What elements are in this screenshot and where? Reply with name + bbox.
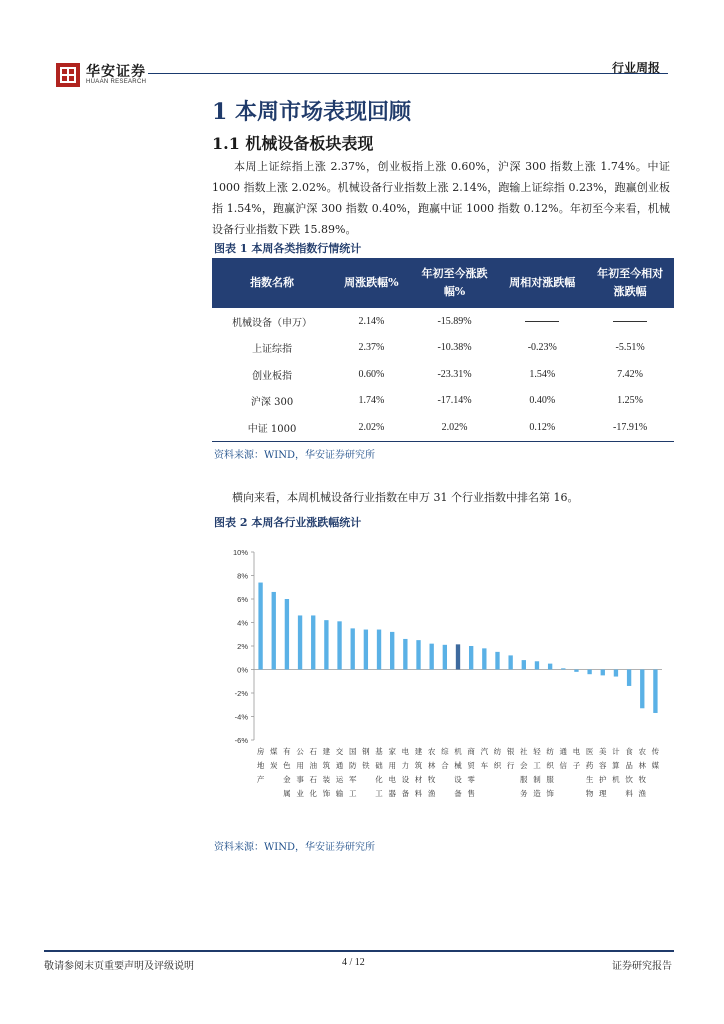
index-performance-table	[212, 258, 674, 442]
category-label: 电力设备	[401, 747, 410, 798]
y-tick-label: -6%	[234, 736, 248, 745]
table-cell: 机械设备（申万）	[232, 317, 313, 329]
bar	[377, 630, 381, 670]
category-label: 钢铁	[362, 747, 370, 770]
category-label: 基础化工	[375, 747, 383, 798]
footer-divider	[44, 950, 674, 952]
category-label: 房地产	[256, 747, 265, 784]
table-cell: 2.14%	[358, 315, 385, 327]
category-label: 轻工制造	[533, 747, 541, 798]
section-heading: 1 本周市场表现回顾	[212, 99, 411, 125]
y-tick-label: -4%	[234, 712, 248, 722]
category-label: 汽车	[480, 747, 489, 770]
bar	[482, 648, 486, 669]
category-label: 通信	[559, 747, 568, 770]
category-label: 计算机	[612, 747, 620, 784]
table-cell: 0.40%	[529, 395, 556, 407]
bar	[653, 670, 657, 713]
category-label: 农林牧渔	[638, 747, 647, 798]
bar	[469, 646, 473, 670]
category-label: 美容护理	[599, 747, 607, 798]
dash-mark	[613, 321, 647, 322]
bar	[324, 620, 328, 669]
category-label: 电子	[572, 747, 581, 770]
category-label: 银行	[506, 747, 515, 770]
table-cell: 中证 1000	[247, 423, 297, 435]
bar	[430, 644, 434, 670]
table-cell: 0.12%	[529, 421, 556, 433]
category-label: 纺织	[493, 747, 502, 770]
header-divider	[148, 73, 668, 74]
bar	[535, 661, 539, 669]
table-cell: 1.25%	[617, 395, 644, 407]
table-caption: 图表 1 本周各类指数行情统计	[214, 242, 362, 255]
table-cell: 2.02%	[358, 421, 385, 433]
table-header: 周相对涨跌幅	[498, 258, 586, 308]
bar	[614, 670, 618, 677]
table-cell-empty	[586, 308, 674, 335]
category-label: 交通运输	[335, 747, 344, 798]
category-label: 家用电器	[388, 747, 396, 798]
table-header: 年初至今相对涨跌幅	[586, 258, 674, 308]
bar	[587, 670, 591, 675]
y-tick-label: 6%	[237, 595, 248, 604]
category-label: 石油石化	[309, 747, 317, 798]
chart-source-note: 资料来源：WIND，华安证券研究所	[214, 842, 375, 853]
table-header: 年初至今涨跌幅%	[411, 258, 499, 308]
category-label: 综合	[441, 747, 449, 770]
y-tick-label: 4%	[237, 618, 248, 628]
industry-bar-chart	[212, 538, 672, 828]
y-tick-label: 8%	[237, 571, 248, 581]
y-tick-label: 10%	[232, 548, 248, 557]
category-label: 食品饮料	[625, 747, 633, 798]
table-cell: -10.38%	[437, 342, 472, 354]
bar	[337, 621, 341, 669]
bar	[601, 670, 605, 676]
bar	[390, 632, 394, 670]
category-label: 社会服务	[520, 747, 528, 798]
y-tick-label: 2%	[237, 642, 248, 651]
table-cell: -15.89%	[437, 315, 472, 327]
table-cell: -23.31%	[437, 368, 472, 380]
bar	[627, 670, 631, 686]
table-cell: 0.60%	[358, 368, 385, 380]
table-header: 周涨跌幅%	[332, 258, 411, 308]
bar	[495, 652, 499, 670]
table-row	[212, 388, 674, 415]
bar	[272, 592, 276, 670]
table-cell: 7.42%	[617, 368, 644, 380]
table-cell: -17.14%	[437, 395, 472, 407]
category-label: 煤炭	[269, 747, 278, 770]
table-row	[212, 308, 674, 335]
disclaimer-note: 敬请参阅末页重要声明及评级说明	[44, 961, 194, 972]
category-label: 商贸零售	[467, 747, 475, 798]
logo-text: 华安证券	[86, 64, 146, 80]
bar	[522, 660, 526, 669]
dash-mark	[525, 321, 559, 322]
report-type-label: 行业周报	[611, 61, 660, 75]
bar	[416, 640, 420, 669]
category-label: 医药生物	[585, 747, 594, 798]
table-cell: 1.54%	[529, 368, 556, 380]
bar	[456, 644, 460, 669]
table-row	[212, 414, 674, 441]
logo-subtitle: HUAAN RESEARCH	[86, 79, 147, 85]
table-cell: 沪深 300	[250, 397, 294, 409]
table-cell: 2.37%	[358, 342, 385, 354]
ranking-note: 横向来看，本周机械设备行业指数在申万 31 个行业指数中排名第 16。	[232, 491, 579, 504]
bar	[298, 615, 302, 669]
category-label: 机械设备	[454, 747, 462, 798]
page-number: 4 / 12	[342, 957, 365, 968]
table-cell: 创业板指	[252, 370, 293, 382]
table-cell: -17.91%	[613, 421, 648, 433]
bar	[574, 670, 578, 672]
table-cell-empty	[498, 308, 586, 335]
bar	[640, 670, 644, 709]
bar	[403, 639, 407, 670]
category-label: 传媒	[651, 747, 660, 770]
chart-caption: 图表 2 本周各行业涨跌幅统计	[214, 516, 362, 529]
bar	[561, 668, 565, 669]
category-label: 纺织服饰	[546, 747, 554, 798]
category-label: 农林牧渔	[427, 747, 436, 798]
table-row	[212, 335, 674, 362]
category-label: 国防军工	[348, 747, 357, 798]
company-logo	[56, 63, 80, 87]
table-cell: -5.51%	[615, 342, 645, 354]
bar	[285, 599, 289, 670]
bar	[548, 664, 552, 670]
bar	[258, 583, 262, 670]
y-tick-label: -2%	[234, 689, 248, 698]
table-cell: -0.23%	[527, 342, 557, 354]
bar	[508, 655, 512, 669]
category-label: 公用事业	[296, 747, 304, 798]
table-cell: 2.02%	[441, 421, 468, 433]
footer-label: 证券研究报告	[612, 961, 672, 972]
table-cell: 上证综指	[252, 344, 293, 356]
bar	[443, 645, 447, 670]
y-tick-label: 0%	[237, 665, 248, 675]
summary-paragraph: 本周上证综指上涨 2.37%，创业板指上涨 0.60%，沪深 300 指数上涨 1.74%。中证 1000 指数上涨 2.02%。机械设备行业指数上涨 2.14%，跑输上证综指 0.23%，跑赢创业板指 1.54%，跑赢沪深 300 指数 0.40%，跑赢中证 1000 指数 0.12%。年初至今来看，机械设备行业指数下跌 15.89%。	[212, 160, 670, 236]
bar	[351, 628, 355, 669]
table-row	[212, 361, 674, 388]
category-label: 建筑材料	[414, 747, 423, 798]
subsection-heading: 1.1 机械设备板块表现	[212, 134, 374, 153]
bar	[311, 615, 315, 669]
category-label: 有色金属	[283, 747, 291, 798]
bar	[364, 630, 368, 670]
category-label: 建筑装饰	[322, 747, 331, 798]
table-cell: 1.74%	[358, 395, 385, 407]
table-source-note: 资料来源：WIND，华安证券研究所	[214, 450, 375, 461]
table-header: 指数名称	[212, 258, 332, 308]
